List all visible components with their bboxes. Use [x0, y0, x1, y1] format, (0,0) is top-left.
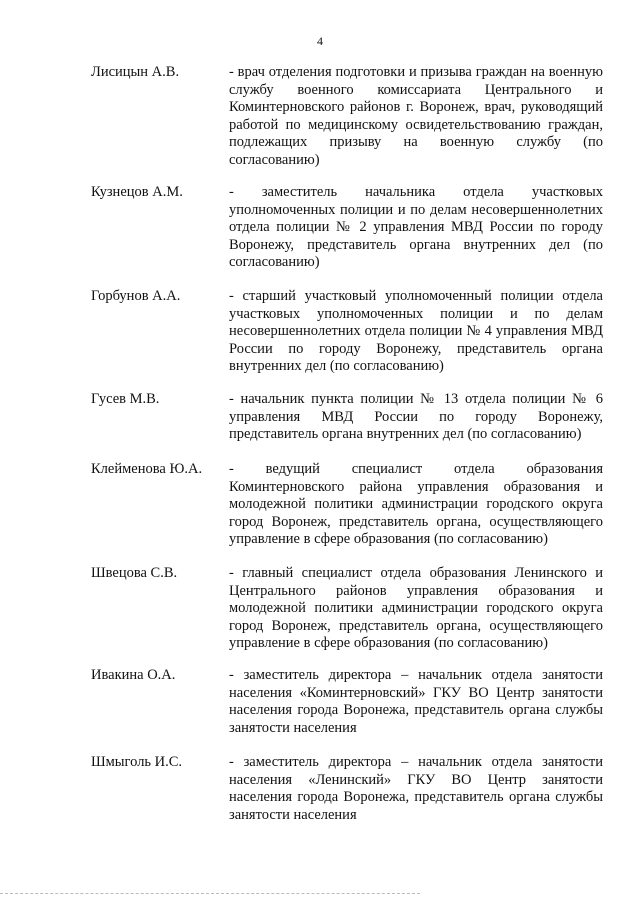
page-number: 4: [317, 34, 323, 48]
member-description: - начальник пункта полиции № 13 отдела полиции № 6 управления МВД России по городу Воронежу, представитель органа внутренних дел (по согласованию): [229, 391, 603, 442]
member-name: Гусев М.В.: [91, 391, 160, 407]
member-description: - ведущий специалист отдела образования Коминтерновского района управления образования и молодежной политики администрации городского округа город Воронеж, представитель органа, осуществляющего управление в сфере образования (по согласованию): [229, 461, 603, 547]
member-description: - заместитель начальника отдела участковых уполномоченных полиции и по делам несовершеннолетних отдела полиции № 2 управления МВД России по городу Воронежу, представитель органа внутренних дел (по согласованию): [229, 184, 603, 270]
bottom-divider: [0, 893, 420, 894]
member-name: Шмыголь И.С.: [91, 754, 183, 770]
member-description: - старший участковый уполномоченный полиции отдела участковых уполномоченных полиции и по делам несовершеннолетних отдела полиции № 4 управления МВД России по городу Воронежу, представитель органа внутренних дел (по согласованию): [229, 288, 603, 374]
member-name: Швецова С.В.: [91, 565, 178, 581]
member-name: Кузнецов А.М.: [91, 184, 183, 200]
member-name: Ивакина О.А.: [91, 667, 176, 683]
member-description: - главный специалист отдела образования Ленинского и Центрального районов управления образования и молодежной политики администрации городского округа город Воронеж, представитель органа, осуществляющего управление в сфере образования (по согласованию): [229, 565, 603, 651]
member-description: - заместитель директора – начальник отдела занятости населения «Коминтерновский» ГКУ ВО Центр занятости населения города Воронежа, представитель органа службы занятости населения: [229, 667, 603, 736]
member-name: Клейменова Ю.А.: [91, 461, 203, 477]
member-description: - заместитель директора – начальник отдела занятости населения «Ленинский» ГКУ ВО Центр занятости населения города Воронежа, представитель органа службы занятости населения: [229, 754, 603, 823]
member-description: - врач отделения подготовки и призыва граждан на военную службу военного комиссариата Центрального и Коминтерновского районов г. Воронеж, врач, руководящий работой по медицинскому освидетельствованию граждан, подлежащих призыву на военную службу (по согласованию): [229, 64, 603, 168]
member-name: Горбунов А.А.: [91, 288, 181, 304]
member-name: Лисицын А.В.: [91, 64, 180, 80]
